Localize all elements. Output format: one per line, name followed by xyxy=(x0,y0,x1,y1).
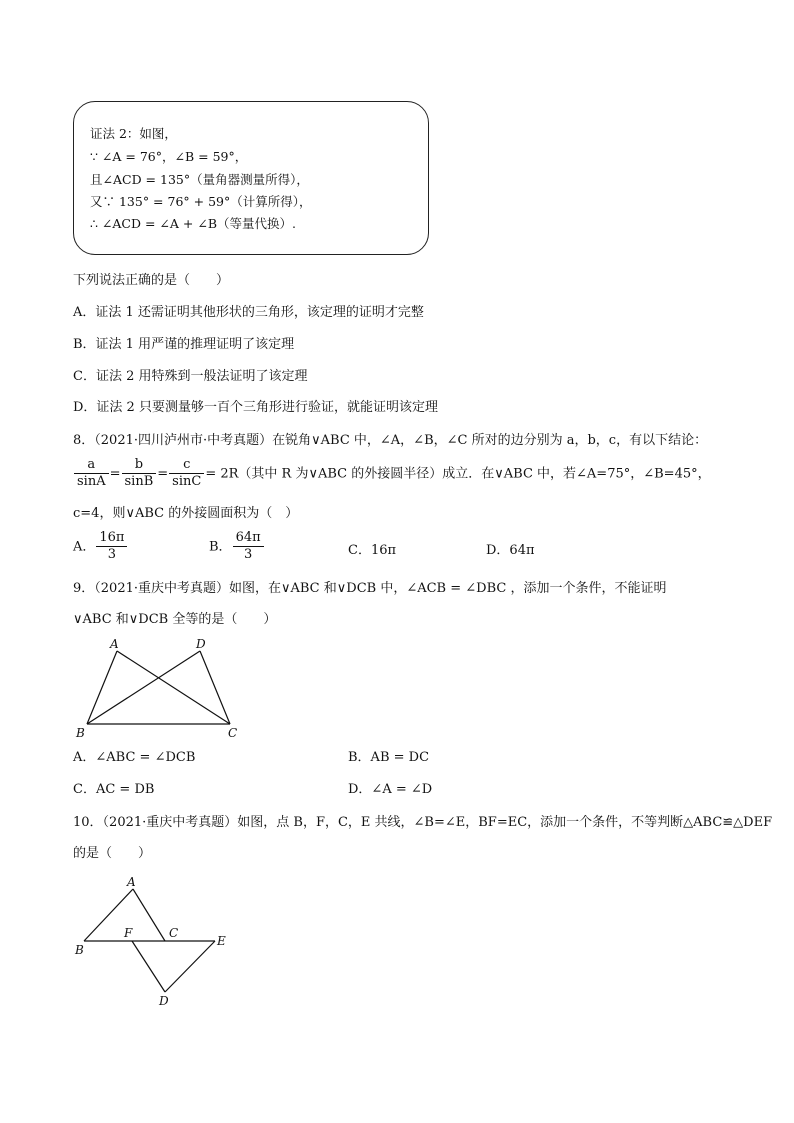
proof-line-4: 又∵ 135° = 76° + 59°（计算所得）， xyxy=(90,194,312,209)
q10-line-2: 的是（ ） xyxy=(73,846,152,861)
q7-option-d: D．证法 2 只要测量够一百个三角形进行验证，就能证明该定理 xyxy=(73,400,438,415)
q10-line-1: 10．（2021·重庆中考真题）如图，点 B，F，C，E 共线，∠B=∠E，BF=EC，添加一个条件，不等判断△ABC≌△DEF xyxy=(73,815,773,830)
fraction-c-over-sinc: $\frac{c}{\sin C}$ xyxy=(169,457,204,491)
q9-label-c: C xyxy=(228,726,238,740)
q9-option-b: B．AB = DC xyxy=(348,750,430,765)
q10-label-f: F xyxy=(124,926,133,940)
q8-option-d: D．64π xyxy=(486,543,535,558)
q9-label-a: A xyxy=(110,637,119,651)
segment-de xyxy=(165,941,215,992)
q10-label-c: C xyxy=(169,926,179,940)
segment-cd xyxy=(200,651,230,724)
segment-ac xyxy=(117,651,230,724)
q8-formula-line: $\frac{a}{\sin A}$ = $\frac{b}{\sin B}$ = $\frac{c}{\sin C}$ = 2R（其中 R 为∨ABC 的外接圆半径）成立．在∨ABC 中，若∠A=75°，∠B=45°， xyxy=(73,457,711,491)
fraction-a-over-sina: $\frac{a}{\sin A}$ xyxy=(74,457,109,491)
fraction-b-over-sinb: $\frac{b}{\sin B}$ xyxy=(122,457,157,491)
q8-line-1: 8．（2021·四川泸州市·中考真题）在锐角∨ABC 中，∠A，∠B，∠C 所对的边分别为 a，b，c，有以下结论： xyxy=(73,433,708,448)
q9-line-2: ∨ABC 和∨DCB 全等的是（ ） xyxy=(73,612,277,627)
q9-label-d: D xyxy=(196,637,206,651)
q9-line-1: 9．（2021·重庆中考真题）如图，在∨ABC 和∨DCB 中，∠ACB = ∠DBC ，添加一个条件，不能证明 xyxy=(73,581,667,596)
q8-option-a: A． $\frac{16\pi}{3}$ xyxy=(73,530,128,564)
q10-label-a: A xyxy=(127,875,136,889)
segment-db xyxy=(87,651,200,724)
q7-option-b: B．证法 1 用严谨的推理证明了该定理 xyxy=(73,337,295,352)
q8-line-2-rest: = 2R（其中 R 为∨ABC 的外接圆半径）成立．在∨ABC 中，若∠A=75°，∠B=45°， xyxy=(205,466,711,482)
q10-label-b: B xyxy=(75,943,84,957)
segment-fd xyxy=(132,941,165,992)
proof-line-2: ∵ ∠A = 76°，∠B = 59°， xyxy=(90,149,248,164)
q7-stem: 下列说法正确的是（ ） xyxy=(73,273,230,288)
q8-option-b: B． $\frac{64\pi}{3}$ xyxy=(209,530,265,564)
q9-option-c: C．AC = DB xyxy=(73,782,155,797)
q9-figure xyxy=(70,635,250,745)
segment-ab xyxy=(87,651,117,724)
proof-line-1: 证法 2：如图， xyxy=(90,126,177,141)
q7-option-c: C．证法 2 用特殊到一般法证明了该定理 xyxy=(73,369,308,384)
proof-line-3: 且∠ACD = 135°（量角器测量所得）， xyxy=(90,172,309,187)
q10-label-d: D xyxy=(159,994,169,1008)
q8-option-c: C．16π xyxy=(348,543,397,558)
proof-box xyxy=(73,101,429,255)
proof-line-5: ∴ ∠ACD = ∠A + ∠B（等量代换）. xyxy=(90,216,296,231)
q9-option-a: A．∠ABC = ∠DCB xyxy=(73,750,196,765)
q8-line-3: c=4，则∨ABC 的外接圆面积为（ ） xyxy=(73,506,299,521)
q9-option-d: D．∠A = ∠D xyxy=(348,782,433,797)
q10-figure xyxy=(70,872,240,1012)
q10-label-e: E xyxy=(217,934,226,948)
segment-ac xyxy=(133,889,165,941)
q9-label-b: B xyxy=(76,726,85,740)
q7-option-a: A．证法 1 还需证明其他形状的三角形，该定理的证明才完整 xyxy=(73,305,424,320)
